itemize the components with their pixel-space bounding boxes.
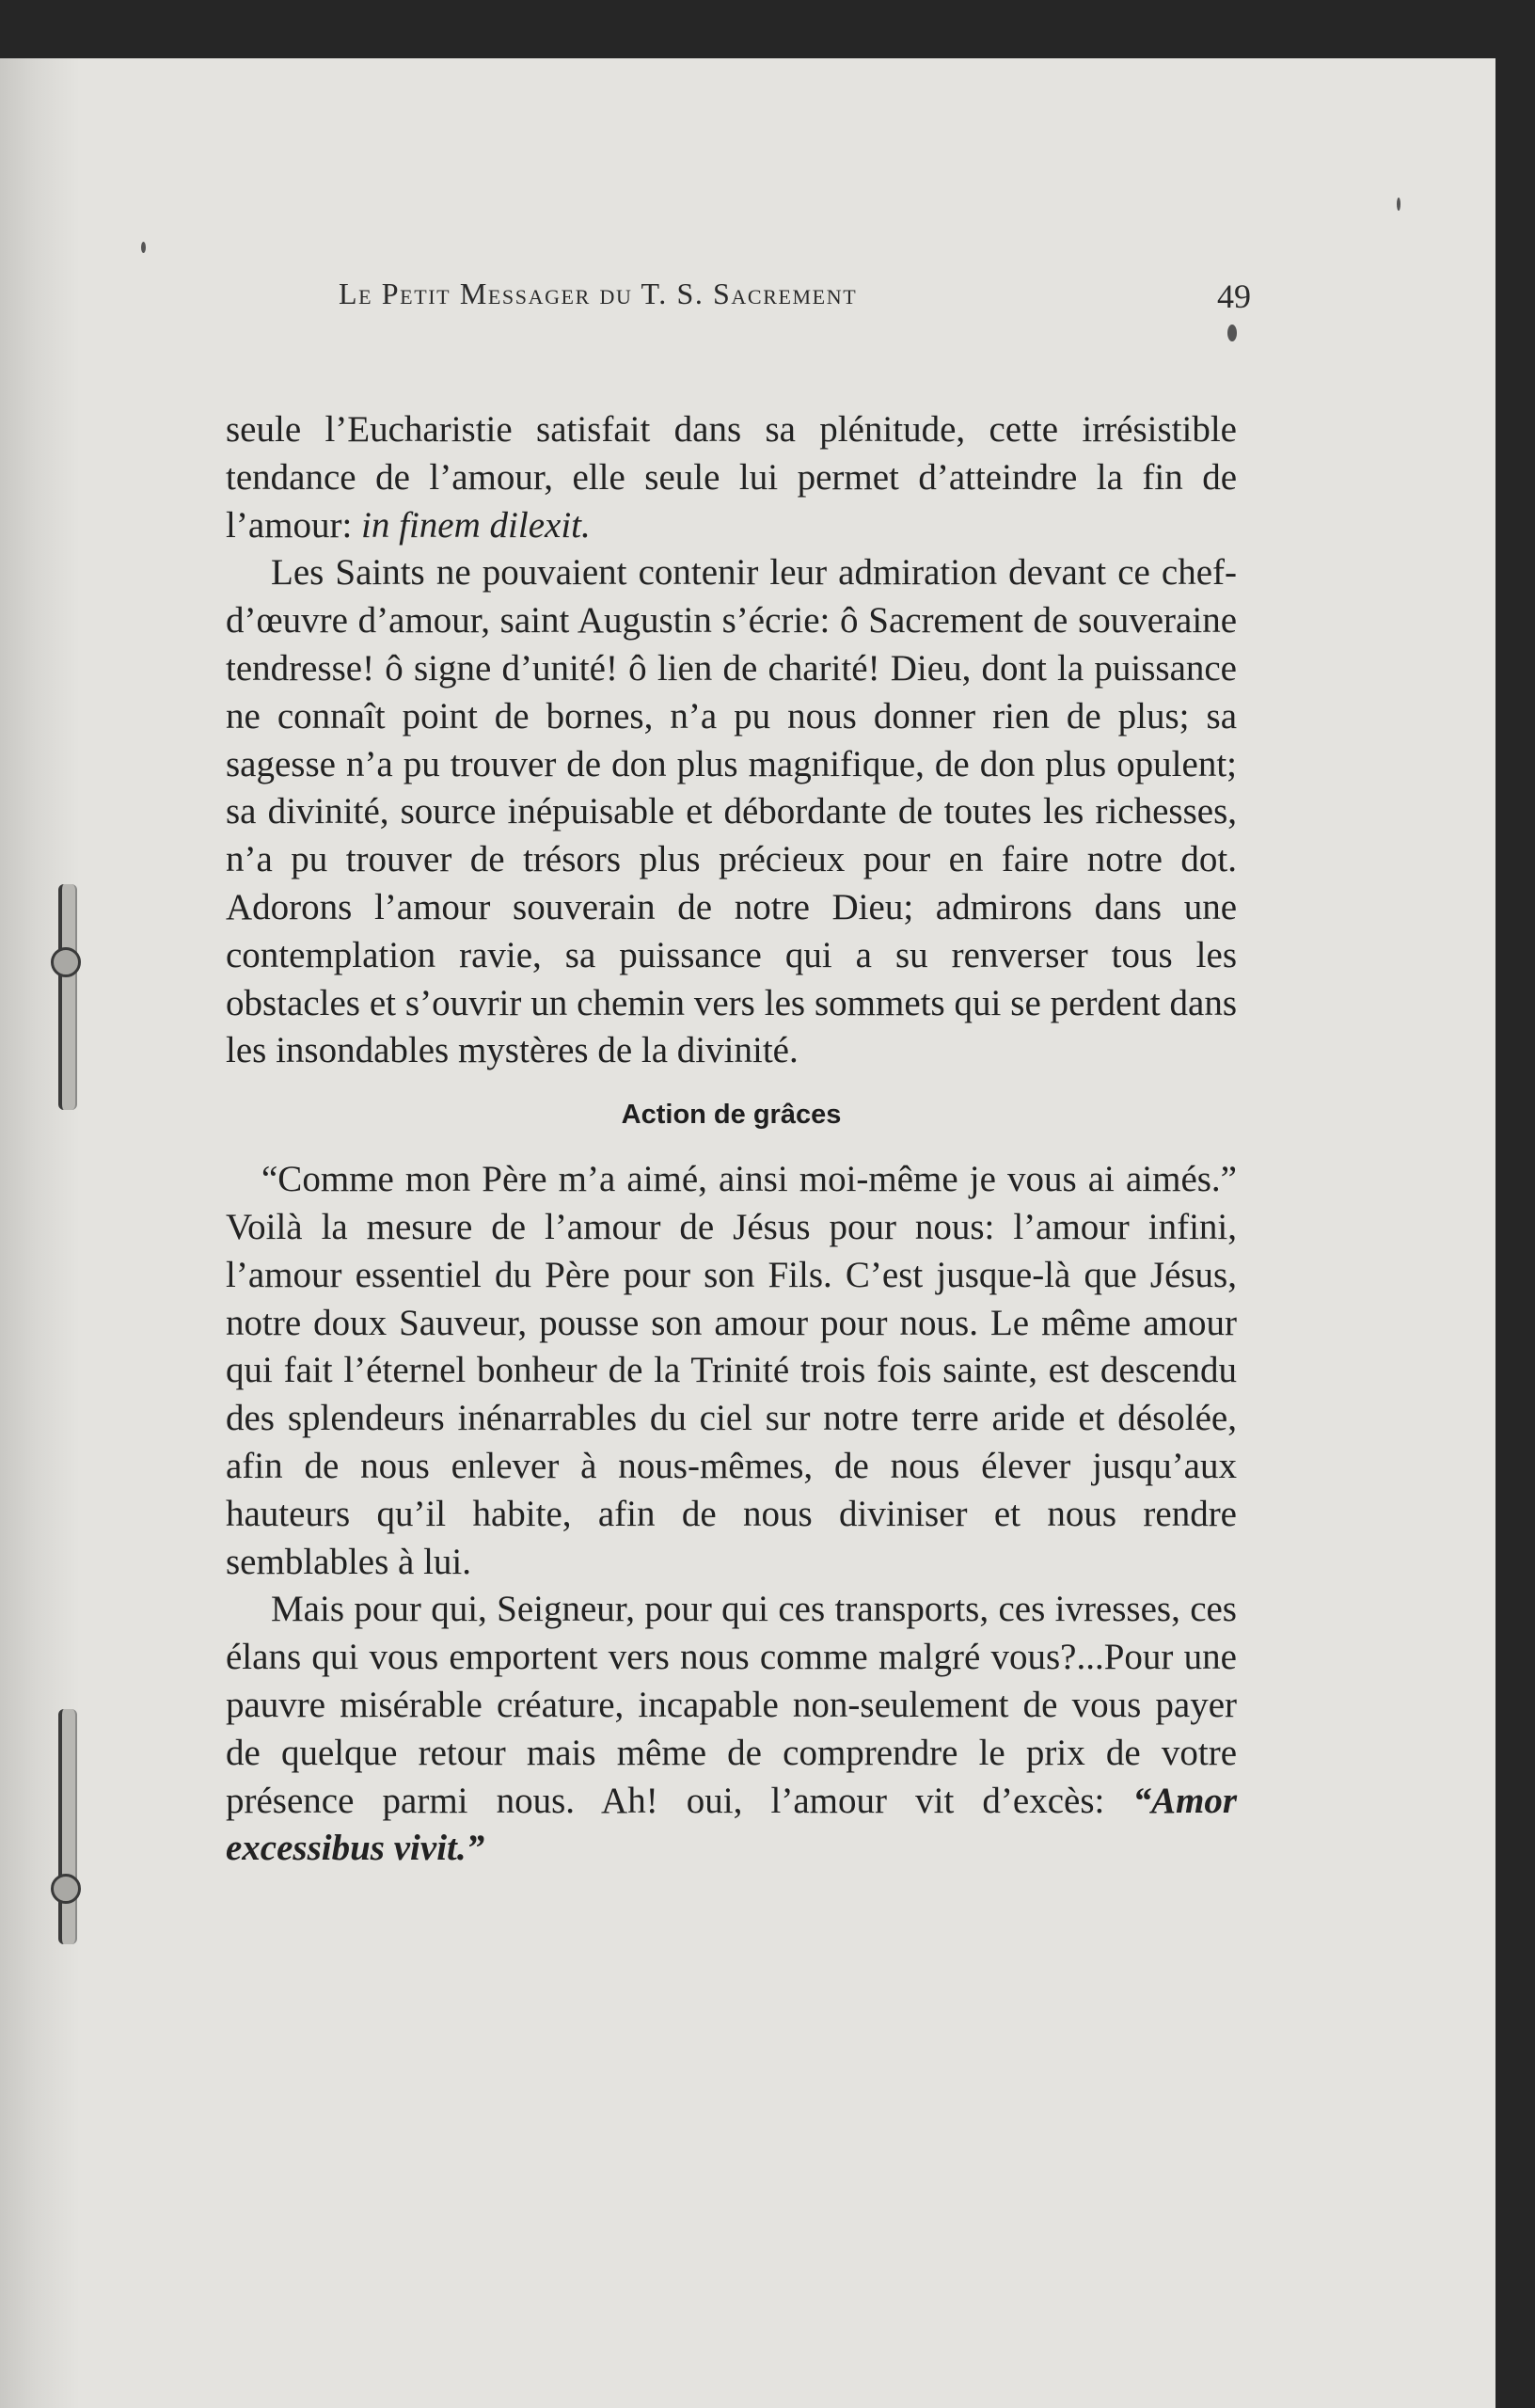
latin-quote: “Amor excessibus vivit.” bbox=[226, 1780, 1237, 1869]
staple-top-end bbox=[51, 947, 81, 977]
running-title: Le Petit Messager du T. S. Sacrement bbox=[339, 277, 858, 310]
latin-phrase: in finem dilexit. bbox=[361, 504, 591, 546]
page-speck bbox=[1397, 198, 1400, 211]
staple-bottom bbox=[58, 1709, 77, 1944]
paragraph-3: “Comme mon Père m’a aimé, ainsi moi-même je vous ai aimés.” Voilà la mesure de l’amour de Jésus pour nous: l’amour infini, l’amour essentiel du Père pour son Fils. C’est jusque-là que Jésus, notre doux Sauveur, pousse son amour pour nous. Le même amour qui fait l’éternel bonheur de la Trinité trois fois sainte, est descendu des splendeurs inénarrables du ciel sur notre terre aride et désolée, afin de nous enlever à nous-mêmes, de nous élever jusqu’aux hauteurs qu’il habite, afin de nous diviniser et nous rendre semblables à lui. bbox=[226, 1159, 1237, 1582]
book-page bbox=[0, 58, 1495, 2408]
paragraph-2: Les Saints ne pouvaient contenir leur admiration devant ce chef-d’œuvre d’amour, saint Augustin s’écrie: ô Sacrement de souveraine tendresse! ô signe d’unité! ô lien de charité! Dieu, dont la puissance ne connaît point de bornes, n’a pu nous donner rien de plus; sa sagesse n’a pu trouver de don plus magnifique, de don plus opulent; sa divinité, source inépuisable et débordante de toutes les richesses, n’a pu trouver de trésors plus précieux pour en faire notre dot. Adorons l’amour souverain de notre Dieu; admirons dans une contemplation ravie, sa puissance qui a su renverser tous les obstacles et s’ouvrir un chemin vers les sommets qui se perdent dans les insondables mystères de la divinité. bbox=[226, 552, 1237, 1071]
paragraph-4 bbox=[226, 1586, 1237, 1873]
staple-bottom-end bbox=[51, 1874, 81, 1904]
binding-shadow bbox=[0, 58, 80, 2408]
paragraph-1-text: seule l’Eucharistie satisfait dans sa plénitude, cette irrésistible tendance de l’amour, elle seule lui permet d’atteindre la fin de l’amour: bbox=[226, 409, 1237, 546]
page-speck bbox=[141, 242, 146, 253]
running-head bbox=[339, 277, 1251, 333]
paragraph-4-text: Mais pour qui, Seigneur, pour qui ces transports, ces ivresses, ces élans qui vous emportent vers nous comme malgré vous?...Pour une pauvre misérable créature, incapable non-seulement de vous payer de quelque retour mais même de comprendre le prix de votre présence parmi nous. Ah! oui, l’amour vit d’excès: bbox=[226, 1589, 1237, 1821]
page-number: 49 bbox=[1217, 277, 1251, 315]
section-heading: Action de grâces bbox=[621, 1100, 842, 1131]
paragraph-1 bbox=[226, 406, 1237, 549]
body-text bbox=[226, 406, 1237, 1873]
staple-top bbox=[58, 884, 77, 1110]
